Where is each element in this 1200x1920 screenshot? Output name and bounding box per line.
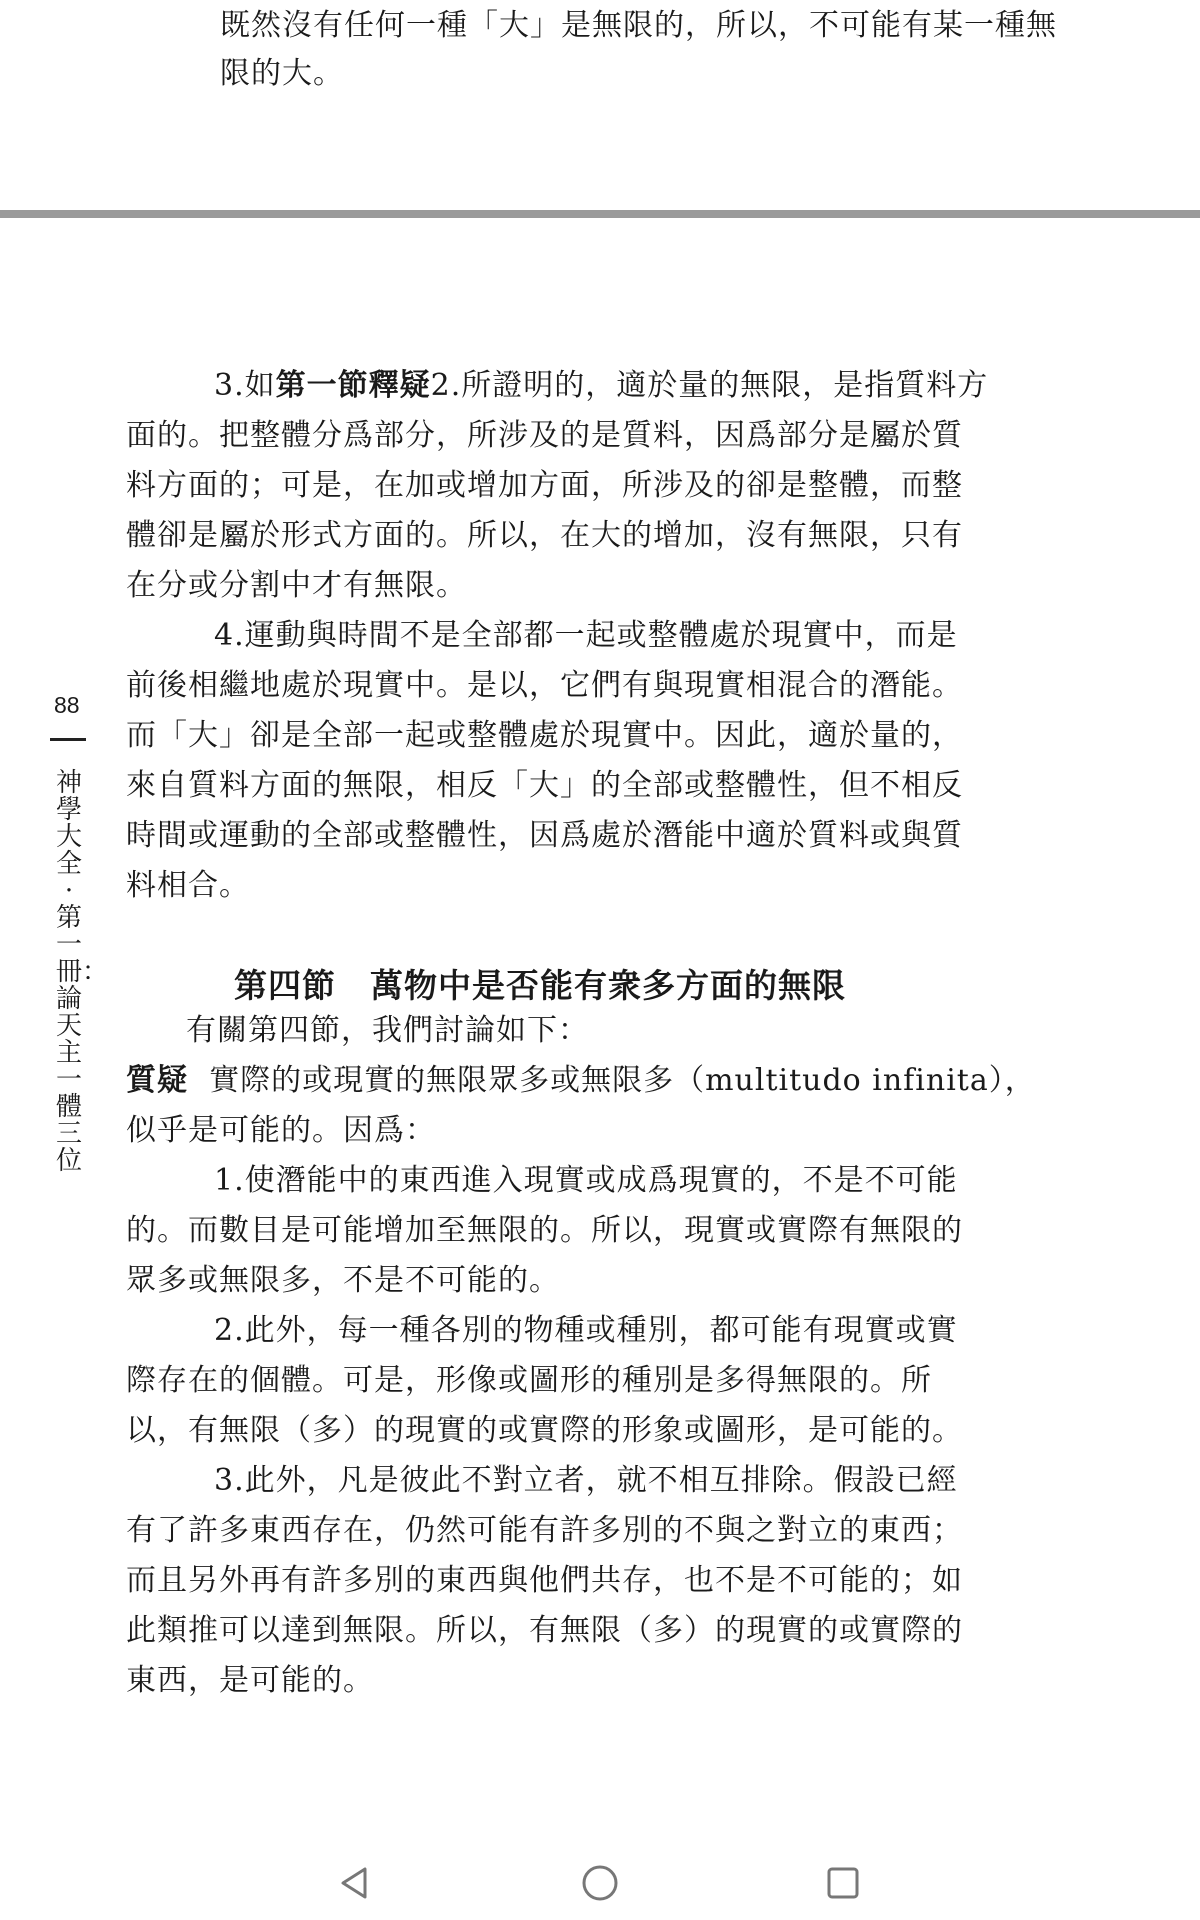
text-line: 此類推可以達到無限。所以，有無限（多）的現實的或實際的 [126, 1613, 963, 1648]
objection-line: 質疑 實際的或現實的無限眾多或無限多（multitudo infinita）， [126, 1063, 1036, 1098]
text-line: 際存在的個體。可是，形像或圖形的種別是多得無限的。所 [126, 1363, 932, 1398]
text-line: 時間或運動的全部或整體性，因爲處於潛能中適於質料或與質 [126, 818, 963, 853]
text-line: 以，有無限（多）的現實的或實際的形象或圖形，是可能的。 [126, 1413, 963, 1448]
text-line: 有關第四節，我們討論如下： [186, 1013, 589, 1048]
text-line: 眾多或無限多，不是不可能的。 [126, 1263, 560, 1298]
square-recents-icon [823, 1863, 863, 1903]
system-navigation-bar [0, 1848, 1200, 1920]
triangle-back-icon [335, 1863, 375, 1903]
recents-button[interactable] [818, 1858, 868, 1908]
text-line: 料相合。 [126, 868, 250, 903]
section-heading: 第四節 萬物中是否能有衆多方面的無限 [234, 966, 846, 1005]
text-line: 料方面的；可是，在加或增加方面，所涉及的卻是整體，而整 [126, 468, 963, 503]
text-line: 2.此外，每一種各別的物種或種別，都可能有現實或實 [214, 1313, 958, 1348]
page-number: 88 [54, 692, 80, 718]
circle-home-icon [580, 1863, 620, 1903]
home-button[interactable] [575, 1858, 625, 1908]
text-line: 限的大。 [220, 56, 344, 91]
text-line: 面的。把整體分爲部分，所涉及的是質料，因爲部分是屬於質 [126, 418, 963, 453]
back-button[interactable] [330, 1858, 380, 1908]
text-line: 既然沒有任何一種「大」是無限的，所以，不可能有某一種無 [220, 8, 1057, 43]
text-line: 的。而數目是可能增加至無限的。所以，現實或實際有無限的 [126, 1213, 963, 1248]
page-divider [0, 210, 1200, 218]
text-line: 前後相繼地處於現實中。是以，它們有與現實相混合的潛能。 [126, 668, 963, 703]
text-line: 來自質料方面的無限，相反「大」的全部或整體性，但不相反 [126, 768, 963, 803]
text-line: 而且另外再有許多別的東西與他們共存，也不是不可能的；如 [126, 1563, 963, 1598]
text-line: 有了許多東西存在，仍然可能有許多別的不與之對立的東西； [126, 1513, 963, 1548]
text-line: 而「大」卻是全部一起或整體處於現實中。因此，適於量的， [126, 718, 963, 753]
text-line: 體卻是屬於形式方面的。所以，在大的增加，沒有無限，只有 [126, 518, 963, 553]
objection-label: 質疑 [126, 1063, 188, 1098]
text-line: 4.運動與時間不是全部都一起或整體處於現實中，而是 [214, 618, 958, 653]
text-line: 似乎是可能的。因爲： [126, 1113, 436, 1148]
text-line: 東西，是可能的。 [126, 1663, 374, 1698]
text-line: 在分或分割中才有無限。 [126, 568, 467, 603]
previous-page-fragment [0, 0, 1200, 210]
text-line: 1.使潛能中的東西進入現實或成爲現實的，不是不可能 [214, 1163, 958, 1198]
book-page [0, 218, 1200, 1848]
text-line: 3.此外，凡是彼此不對立者，就不相互排除。假設已經 [214, 1463, 958, 1498]
running-title: 神學大全·第一冊：論天主一體三位 [56, 768, 109, 1176]
margin-rule [50, 738, 86, 741]
text-line: 3.如第一節釋疑2.所證明的，適於量的無限，是指質料方 [214, 368, 989, 403]
